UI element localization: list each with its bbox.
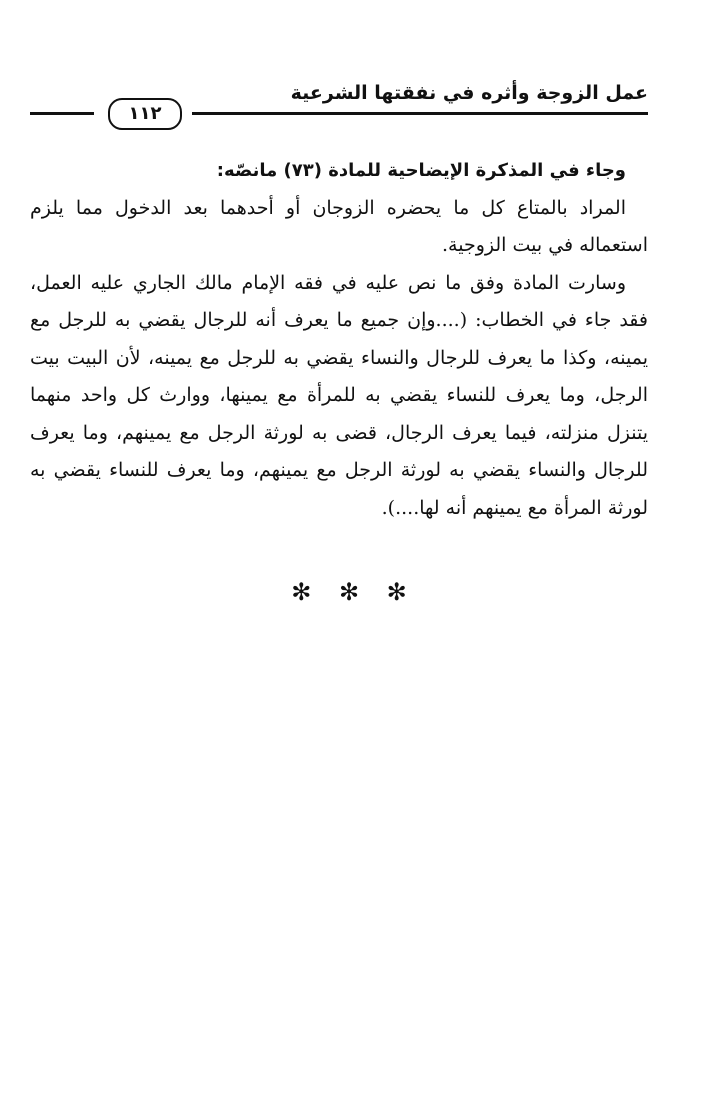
section-separator: ✻ ✻ ✻ [291,578,417,606]
page-body [30,152,648,527]
paragraph-definition: المراد بالمتاع كل ما يحضره الزوجان أو أحدهما بعد الدخول مما يلزم استعماله في بيت الزوجية. [30,196,648,256]
page-header [30,78,648,124]
page-number: ١١٢ [108,98,182,130]
running-title: عمل الزوجة وأثره في نفقتها الشرعية [290,82,648,104]
lead-sentence: وجاء في المذكرة الإيضاحية للمادة (٧٣) مانصّه: [216,160,626,181]
paragraph-quotation: وسارت المادة وفق ما نص عليه في فقه الإمام مالك الجاري عليه العمل، فقد جاء في الخطاب: (....وإن جميع ما يعرف أنه للرجال يقضي به للرجل مع يمينه، وكذا ما يعرف للرجال والنساء يقضي به للرجل مع يمينه، لأن البيت بيت الرجل، وما يعرف للنساء يقضي به للمرأة مع يمينها، ووارث كل واحد منهما يتنزل منزلته، فيما يعرف الرجال، قضى به لورثة الرجل مع يمينهم، وما يعرف للرجال والنساء يقضي به لورثة الرجل مع يمينهم، وما يعرف للنساء يقضي به لورثة المرأة مع يمينهم أنه لها....). [30,271,648,519]
